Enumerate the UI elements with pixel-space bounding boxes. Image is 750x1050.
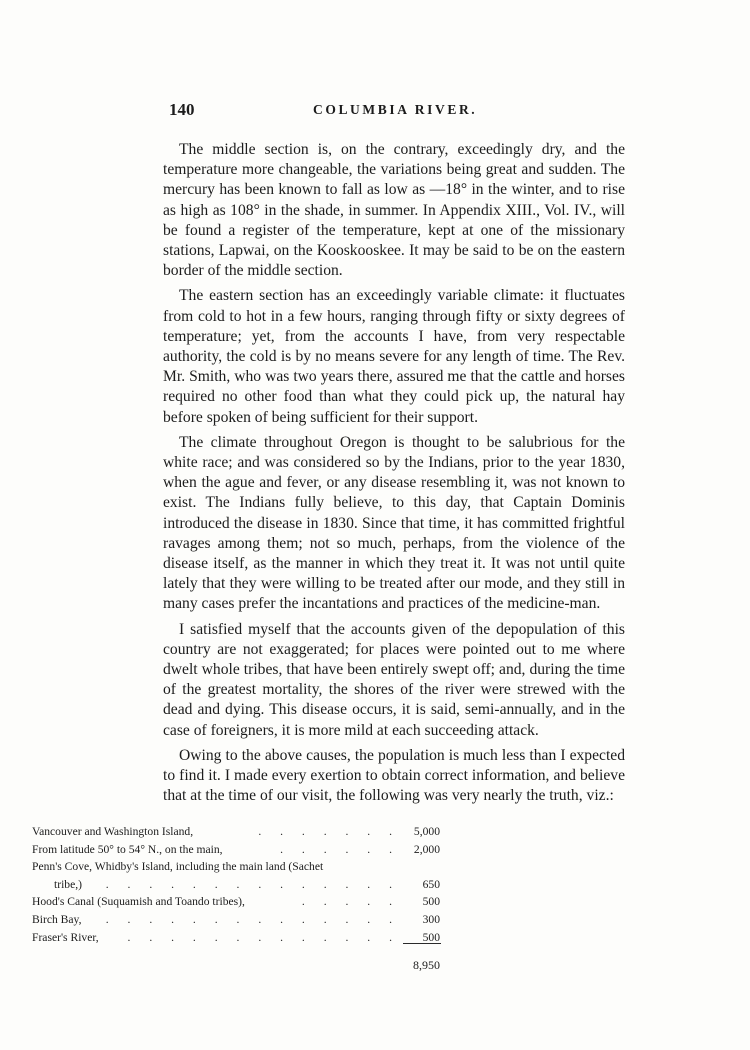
- page-header: [163, 100, 625, 124]
- table-row: [32, 858, 440, 876]
- row-label: Fraser's River,: [32, 930, 99, 944]
- row-value: 500: [422, 895, 440, 909]
- row-label: Hood's Canal (Suquamish and Toando tribes),: [32, 895, 245, 909]
- table-row: [32, 823, 440, 841]
- paragraph: Owing to the above causes, the population is much less than I expected to find it. I made every exertion to obtain correct information, and believe that at the time of our visit, the following was very nearly the truth, viz.:: [163, 746, 625, 805]
- table-row: [32, 876, 440, 894]
- row-label: Birch Bay,: [32, 912, 82, 926]
- row-value: 650: [422, 877, 440, 891]
- row-label: Vancouver and Washington Island,: [32, 825, 194, 838]
- table-row: [32, 929, 440, 947]
- leader-dots: . . . . . . . . . . . . . .: [105, 877, 400, 891]
- row-value: 300: [422, 912, 440, 926]
- population-total: 8,950: [413, 958, 440, 972]
- paragraph: I satisfied myself that the accounts given of the depopulation of this country are not exaggerated; for places were pointed out to me where dwelt whole tribes, that have been entirely swept off; and, during the time of the greatest mortality, the shores of the river were strewed with the dead and dying. This disease occurs, it is said, semi-annually, and in the case of foreigners, it is more mild at each succeeding attack.: [163, 620, 625, 739]
- row-value: 5,000: [413, 825, 440, 838]
- paragraph: The eastern section has an exceedingly variable climate: it fluctuates from cold to hot in a few hours, ranging through fifty or sixty degrees of temperature; yet, from the accounts I have, from very respectable authority, the cold is by no means severe for any length of time. The Rev. Mr. Smith, who was two years there, assured me that the cattle and horses required no other food than what they could pick up, the natural hay before spoken of being sufficient for their support.: [163, 287, 625, 426]
- row-label: Penn's Cove, Whidby's Island, including the main land (Sachet: [32, 860, 324, 874]
- running-head: COLUMBIA RIVER.: [313, 102, 478, 117]
- leader-dots: . . . . .: [301, 895, 400, 909]
- leader-dots: . . . . . . .: [258, 825, 400, 838]
- leader-dots: . . . . . .: [280, 842, 400, 856]
- row-value: 500: [422, 930, 440, 944]
- row-label: tribe,): [54, 877, 83, 891]
- body-text: [163, 140, 625, 812]
- paragraph: The climate throughout Oregon is thought to be salubrious for the white race; and was considered so by the Indians, prior to the year 1830, when the ague and fever, or any disease resembling it, was not known to exist. The Indians fully believe, to this day, that Captain Dominis introduced the disease in 1830. Since that time, it has committed frightful ravages among them; not so much, perhaps, from the violence of the disease itself, as the manner in which they treat it. It was not until quite lately that they were willing to be treated after our mode, and they still in many cases prefer the incantations and practices of the medicine-man.: [163, 433, 625, 613]
- population-table: [32, 823, 440, 946]
- table-row: [32, 911, 440, 929]
- row-value: 2,000: [413, 842, 440, 856]
- table-row: [32, 893, 440, 911]
- sum-rule: [403, 943, 441, 944]
- leader-dots: . . . . . . . . . . . . .: [127, 930, 400, 944]
- row-label: From latitude 50° to 54° N., on the main,: [32, 842, 223, 856]
- page-number: 140: [169, 100, 195, 119]
- paragraph: The middle section is, on the contrary, exceedingly dry, and the temperature more changeable, the variations being great and sudden. The mercury has been known to fall as low as —18° in the winter, and to rise as high as 108° in the shade, in summer. In Appendix XIII., Vol. IV., will be found a register of the temperature, kept at one of the missionary stations, Lapwai, on the Kooskooskee. It may be said to be on the eastern border of the middle section.: [163, 141, 625, 280]
- leader-dots: . . . . . . . . . . . . . .: [105, 912, 400, 926]
- table-row: [32, 841, 440, 859]
